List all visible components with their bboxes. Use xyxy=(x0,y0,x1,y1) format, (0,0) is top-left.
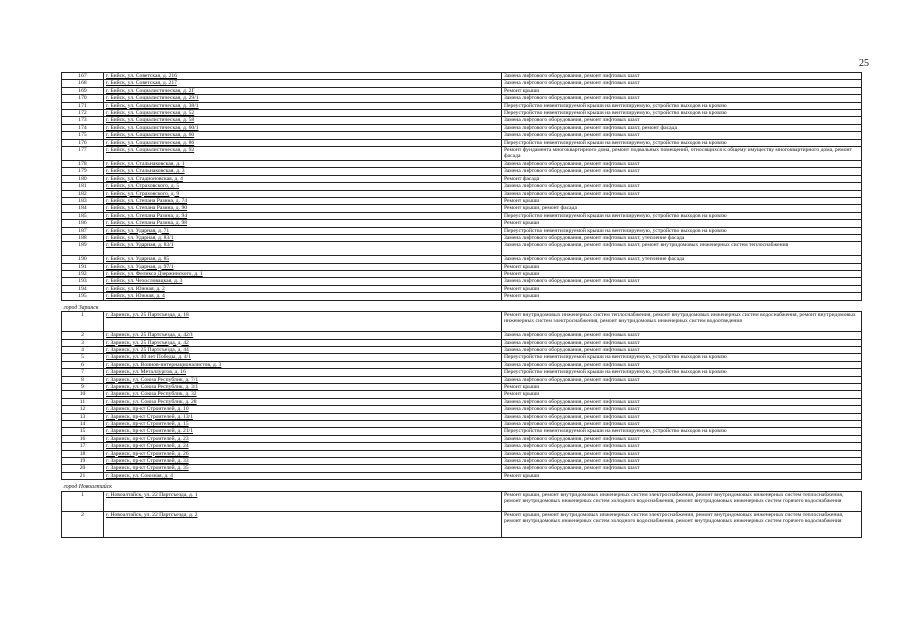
row-number: 190 xyxy=(62,256,104,263)
table-row xyxy=(62,160,862,167)
table-row xyxy=(62,450,862,457)
row-work-type: Переустройство невентилируемой крыши на вентилируемую, устройство выходов на кровлю xyxy=(502,139,862,146)
row-number: 5 xyxy=(62,354,104,361)
row-work-type: Замена лифтового оборудования, ремонт лифтовых шахт, ремонт внутридомовых инженерных систем теплоснабжения xyxy=(502,242,862,256)
row-address: г. Заринск, пр-кт Строителей, д. 24 xyxy=(104,443,502,450)
row-work-type: Замена лифтового оборудования, ремонт лифтовых шахт xyxy=(502,398,862,405)
table-row xyxy=(62,391,862,398)
row-work-type: Ремонт крыши, ремонт фасада xyxy=(502,205,862,212)
table-row xyxy=(62,428,862,435)
row-work-type: Ремонт крыши xyxy=(502,197,862,204)
row-number: 7 xyxy=(62,369,104,376)
row-number: 181 xyxy=(62,183,104,190)
table-row xyxy=(62,270,862,277)
row-number: 171 xyxy=(62,102,104,109)
table-row xyxy=(62,346,862,353)
row-number: 187 xyxy=(62,227,104,234)
row-address: г. Заринск, пр-кт Строителей, д. 35 xyxy=(104,465,502,472)
row-work-type: Ремонт крыши xyxy=(502,384,862,391)
row-work-type: Ремонт крыши xyxy=(502,87,862,94)
table-row xyxy=(62,278,862,285)
row-number: 179 xyxy=(62,168,104,175)
row-address: г. Заринск, пр-кт Строителей, д. 26 xyxy=(104,450,502,457)
row-work-type: Замена лифтового оборудования, ремонт лифтовых шахт xyxy=(502,339,862,346)
row-work-type: Замена лифтового оборудования, ремонт лифтовых шахт xyxy=(502,132,862,139)
row-work-type: Ремонт крыши xyxy=(502,263,862,270)
table-row xyxy=(62,117,862,124)
row-work-type: Замена лифтового оборудования, ремонт лифтовых шахт, утепление фасада xyxy=(502,256,862,263)
row-number: 173 xyxy=(62,117,104,124)
table-row xyxy=(62,472,862,479)
row-number: 11 xyxy=(62,398,104,405)
row-work-type: Замена лифтового оборудования, ремонт лифтовых шахт xyxy=(502,458,862,465)
table-body xyxy=(62,73,862,538)
table-row xyxy=(62,435,862,442)
row-work-type: Переустройство невентилируемой крыши на вентилируемую, устройство выходов на кровлю xyxy=(502,227,862,234)
row-address: г. Бийск, ул. Социалистическая, д. 58 xyxy=(104,117,502,124)
row-address: г. Бийск, ул. Степана Разина, д. 98 xyxy=(104,220,502,227)
row-work-type: Переустройство невентилируемой крыши на вентилируемую, устройство выходов на кровлю xyxy=(502,212,862,219)
row-number: 12 xyxy=(62,406,104,413)
row-work-type: Замена лифтового оборудования, ремонт лифтовых шахт, ремонт фасада xyxy=(502,124,862,131)
row-work-type: Замена лифтового оборудования, ремонт лифтовых шахт xyxy=(502,406,862,413)
table-row xyxy=(62,369,862,376)
table-row xyxy=(62,124,862,131)
table-row xyxy=(62,220,862,227)
table-row xyxy=(62,361,862,368)
row-work-type: Ремонт крыши xyxy=(502,472,862,479)
row-address: г. Бийск, ул. Ударная, д. 71 xyxy=(104,227,502,234)
row-address: г. Бийск, ул. Социалистическая, д. 92 xyxy=(104,147,502,161)
row-address: г. Бийск, ул. Степана Разина, д. 94 xyxy=(104,212,502,219)
row-work-type: Замена лифтового оборудования, ремонт лифтовых шахт xyxy=(502,435,862,442)
table-row xyxy=(62,376,862,383)
row-work-type: Замена лифтового оборудования, ремонт лифтовых шахт xyxy=(502,450,862,457)
row-address: г. Заринск, ул. Металлургов, д. 16 xyxy=(104,369,502,376)
table-row xyxy=(62,354,862,361)
table-row xyxy=(62,339,862,346)
table-row xyxy=(62,212,862,219)
row-address: г. Бийск, ул. Ударная, д. 85 xyxy=(104,256,502,263)
row-address: г. Бийск, ул. Стальнаковская, д. 1 xyxy=(104,160,502,167)
row-work-type: Замена лифтового оборудования, ремонт лифтовых шахт xyxy=(502,443,862,450)
section-title: город Новоалтайск xyxy=(62,480,862,491)
row-address: г. Заринск, ул. Союза Республик, д. 7/1 xyxy=(104,376,502,383)
row-work-type: Переустройство невентилируемой крыши на вентилируемую, устройство выходов на кровлю xyxy=(502,110,862,117)
row-number: 15 xyxy=(62,428,104,435)
row-work-type: Ремонт крыши xyxy=(502,285,862,292)
table-row xyxy=(62,285,862,292)
row-address: г. Новоалтайск, ул. 22 Партсъезда, д. 2 xyxy=(104,511,502,538)
row-address: г. Бийск, ул. Социалистическая, д. 52 xyxy=(104,110,502,117)
table-row xyxy=(62,205,862,212)
row-work-type: Замена лифтового оборудования, ремонт лифтовых шахт xyxy=(502,465,862,472)
row-work-type: Замена лифтового оборудования, ремонт лифтовых шахт xyxy=(502,421,862,428)
row-number: 17 xyxy=(62,443,104,450)
row-number: 2 xyxy=(62,332,104,339)
row-number: 3 xyxy=(62,339,104,346)
table-row xyxy=(62,110,862,117)
table-row xyxy=(62,413,862,420)
row-address: г. Заринск, ул. 40 лет Победы, д. 4/1 xyxy=(104,354,502,361)
row-address: г. Бийск, ул. Советская, д. 217 xyxy=(104,80,502,87)
table-row xyxy=(62,332,862,339)
row-work-type: Замена лифтового оборудования, ремонт лифтовых шахт xyxy=(502,346,862,353)
row-work-type: Ремонт фасада xyxy=(502,175,862,182)
row-number: 21 xyxy=(62,472,104,479)
row-work-type: Переустройство невентилируемой крыши на вентилируемую, устройство выходов на кровлю xyxy=(502,428,862,435)
row-address: г. Бийск, ул. Южная, д. 4 xyxy=(104,293,502,300)
row-work-type: Замена лифтового оборудования, ремонт лифтовых шахт xyxy=(502,413,862,420)
row-number: 191 xyxy=(62,263,104,270)
row-work-type: Замена лифтового оборудования, ремонт лифтовых шахт xyxy=(502,80,862,87)
table-row xyxy=(62,242,862,256)
row-number: 10 xyxy=(62,391,104,398)
row-address: г. Заринск, ул. 25 Партсъезда, д. 18 xyxy=(104,311,502,331)
row-address: г. Заринск, пр-кт Строителей, д. 33 xyxy=(104,458,502,465)
row-work-type: Замена лифтового оборудования, ремонт лифтовых шахт xyxy=(502,332,862,339)
row-address: г. Бийск, ул. Степана Разина, д. 90 xyxy=(104,205,502,212)
row-number: 185 xyxy=(62,212,104,219)
row-number: 4 xyxy=(62,346,104,353)
row-work-type: Переустройство невентилируемой крыши на вентилируемую, устройство выходов на кровлю xyxy=(502,354,862,361)
row-work-type: Замена лифтового оборудования, ремонт лифтовых шахт xyxy=(502,376,862,383)
row-address: г. Заринск, пр-кт Строителей, д. 10 xyxy=(104,406,502,413)
row-address: г. Бийск, ул. Советская, д. 216 xyxy=(104,73,502,80)
row-address: г. Бийск, ул. Феликса Дзержинского, д. 1 xyxy=(104,270,502,277)
table-row xyxy=(62,197,862,204)
row-number: 14 xyxy=(62,421,104,428)
table-row xyxy=(62,87,862,94)
row-work-type: Ремонт внутридомовых инженерных систем теплоснабжения, ремонт внутридомовых инженерных систем водоснабжения, ремонт внутридомовых инженерных систем электроснабжения, ремонт внутридомовых инженерных систем водоотведения xyxy=(502,311,862,331)
row-address: г. Бийск, ул. Социалистическая, д. 2Г xyxy=(104,87,502,94)
row-address: г. Новоалтайск, ул. 22 Партсъезда, д. 1 xyxy=(104,491,502,511)
row-address: г. Заринск, ул. 25 Партсъезда, д. 42/1 xyxy=(104,332,502,339)
row-address: г. Бийск, ул. Степана Разина, д. 74 xyxy=(104,197,502,204)
row-number: 183 xyxy=(62,197,104,204)
row-work-type: Замена лифтового оборудования, ремонт лифтовых шахт xyxy=(502,183,862,190)
table-row xyxy=(62,293,862,300)
row-number: 8 xyxy=(62,376,104,383)
row-work-type: Замена лифтового оборудования, ремонт лифтовых шахт xyxy=(502,117,862,124)
row-address: г. Заринск, ул. 25 Партсъезда, д. 44 xyxy=(104,346,502,353)
row-work-type: Замена лифтового оборудования, ремонт лифтовых шахт xyxy=(502,190,862,197)
row-address: г. Бийск, ул. Чехословацкая, д. 3 xyxy=(104,278,502,285)
row-address: г. Бийск, ул. Ударная, д. 83/1 xyxy=(104,242,502,256)
repair-table xyxy=(61,72,862,538)
table-row xyxy=(62,147,862,161)
section-header xyxy=(62,300,862,311)
row-address: г. Бийск, ул. Ударная, д. 83/1 xyxy=(104,234,502,241)
row-address: г. Заринск, пр-кт Строителей, д. 13/1 xyxy=(104,413,502,420)
table-row xyxy=(62,491,862,511)
table-row xyxy=(62,95,862,102)
row-address: г. Бийск, ул. Социалистическая, д. 60/1 xyxy=(104,124,502,131)
row-address: г. Бийск, ул. Страховского, д. 5 xyxy=(104,183,502,190)
table-row xyxy=(62,384,862,391)
row-work-type: Переустройство невентилируемой крыши на вентилируемую, устройство выходов на кровлю xyxy=(502,102,862,109)
row-work-type: Замена лифтового оборудования, ремонт лифтовых шахт xyxy=(502,160,862,167)
table-row xyxy=(62,73,862,80)
row-number: 178 xyxy=(62,160,104,167)
row-address: г. Бийск, ул. Страховского, д. 9 xyxy=(104,190,502,197)
row-address: г. Заринск, пр-кт Строителей, д. 23 xyxy=(104,435,502,442)
row-address: г. Заринск, ул. 25 Партсъезда, д. 42 xyxy=(104,339,502,346)
row-number: 170 xyxy=(62,95,104,102)
row-address: г. Заринск, ул. Союза Республик, д. 3/1 xyxy=(104,384,502,391)
row-address: г. Бийск, ул. Социалистическая, д. 86 xyxy=(104,139,502,146)
row-address: г. Заринск, ул. Союза Республик, д. 32 xyxy=(104,391,502,398)
row-number: 1 xyxy=(62,491,104,511)
row-work-type: Ремонт крыши, ремонт внутридомовых инженерных систем электроснабжения, ремонт внутридомовых инженерных систем теплоснабжения, ремонт внутридомовых инженерных систем холодного водоснабжения, ремонт внутридомовых инженерных систем горячего водоснабжения xyxy=(502,511,862,538)
row-number: 20 xyxy=(62,465,104,472)
row-work-type: Ремонт крыши xyxy=(502,220,862,227)
row-address: г. Бийск, ул. Социалистическая, д. 29/1 xyxy=(104,95,502,102)
row-number: 169 xyxy=(62,87,104,94)
table-row xyxy=(62,421,862,428)
row-work-type: Замена лифтового оборудования, ремонт лифтовых шахт xyxy=(502,95,862,102)
table-row xyxy=(62,175,862,182)
row-work-type: Замена лифтового оборудования, ремонт лифтовых шахт, утепление фасада xyxy=(502,234,862,241)
row-number: 195 xyxy=(62,293,104,300)
row-work-type: Замена лифтового оборудования, ремонт лифтовых шахт xyxy=(502,73,862,80)
table-row xyxy=(62,398,862,405)
row-address: г. Бийск, ул. Ударная, д. 97/1 xyxy=(104,263,502,270)
row-number: 188 xyxy=(62,234,104,241)
row-address: г. Заринск, ул. Воинов-интернационалистов, д. 3 xyxy=(104,361,502,368)
row-address: г. Бийск, ул. Стадионовская, д. 4 xyxy=(104,175,502,182)
row-number: 192 xyxy=(62,270,104,277)
table-row xyxy=(62,311,862,331)
row-address: г. Заринск, пр-кт Строителей, д. 15 xyxy=(104,421,502,428)
row-number: 182 xyxy=(62,190,104,197)
table-row xyxy=(62,256,862,263)
row-number: 189 xyxy=(62,242,104,256)
row-number: 6 xyxy=(62,361,104,368)
row-number: 174 xyxy=(62,124,104,131)
table-row xyxy=(62,80,862,87)
row-number: 184 xyxy=(62,205,104,212)
row-number: 167 xyxy=(62,73,104,80)
row-work-type: Переустройство невентилируемой крыши на вентилируемую, устройство выходов на кровлю xyxy=(502,369,862,376)
table-row xyxy=(62,406,862,413)
row-number: 186 xyxy=(62,220,104,227)
row-number: 16 xyxy=(62,435,104,442)
row-work-type: Ремонт крыши xyxy=(502,270,862,277)
section-header xyxy=(62,480,862,491)
table-row xyxy=(62,190,862,197)
table-row xyxy=(62,458,862,465)
page-number: 25 xyxy=(859,58,869,69)
row-number: 193 xyxy=(62,278,104,285)
row-number: 1 xyxy=(62,311,104,331)
table-row xyxy=(62,465,862,472)
section-title: город Заринск xyxy=(62,300,862,311)
table-row xyxy=(62,511,862,538)
row-work-type: Ремонт крыши xyxy=(502,293,862,300)
row-number: 194 xyxy=(62,285,104,292)
row-address: г. Бийск, ул. Социалистическая, д. 38/1 xyxy=(104,102,502,109)
row-number: 172 xyxy=(62,110,104,117)
table-row xyxy=(62,183,862,190)
row-work-type: Замена лифтового оборудования, ремонт лифтовых шахт xyxy=(502,361,862,368)
row-number: 19 xyxy=(62,458,104,465)
table-row xyxy=(62,234,862,241)
row-address: г. Бийск, ул. Южная, д. 2 xyxy=(104,285,502,292)
row-number: 13 xyxy=(62,413,104,420)
row-work-type: Замена лифтового оборудования, ремонт лифтовых шахт xyxy=(502,168,862,175)
row-work-type: Ремонт крыши, ремонт внутридомовых инженерных систем электроснабжения, ремонт внутридомовых инженерных систем теплоснабжения, ремонт внутридомовых инженерных систем холодного водоснабжения, ремонт внутридомовых инженерных систем горячего водоснабжения xyxy=(502,491,862,511)
row-number: 2 xyxy=(62,511,104,538)
table-row xyxy=(62,443,862,450)
row-work-type: Замена лифтового оборудования, ремонт лифтовых шахт xyxy=(502,278,862,285)
row-address: г. Заринск, ул. Союзная, д. 4 xyxy=(104,472,502,479)
row-number: 177 xyxy=(62,147,104,161)
row-number: 180 xyxy=(62,175,104,182)
row-number: 168 xyxy=(62,80,104,87)
row-number: 9 xyxy=(62,384,104,391)
row-number: 18 xyxy=(62,450,104,457)
row-number: 176 xyxy=(62,139,104,146)
row-number: 175 xyxy=(62,132,104,139)
table-row xyxy=(62,102,862,109)
row-address: г. Заринск, ул. Союза Республик, д. 28 xyxy=(104,398,502,405)
row-address: г. Заринск, пр-кт Строителей, д. 21/1 xyxy=(104,428,502,435)
row-address: г. Бийск, ул. Стальнаковская, д. 3 xyxy=(104,168,502,175)
table-row xyxy=(62,139,862,146)
table-row xyxy=(62,132,862,139)
row-work-type: Ремонт фундамента многоквартирного дома, ремонт подвальных помещений, относящихся к общему имуществу многоквартирного дома, ремонт фасада xyxy=(502,147,862,161)
row-address: г. Бийск, ул. Социалистическая, д. 60 xyxy=(104,132,502,139)
table-row xyxy=(62,168,862,175)
row-work-type: Ремонт крыши xyxy=(502,391,862,398)
table-row xyxy=(62,227,862,234)
table-row xyxy=(62,263,862,270)
